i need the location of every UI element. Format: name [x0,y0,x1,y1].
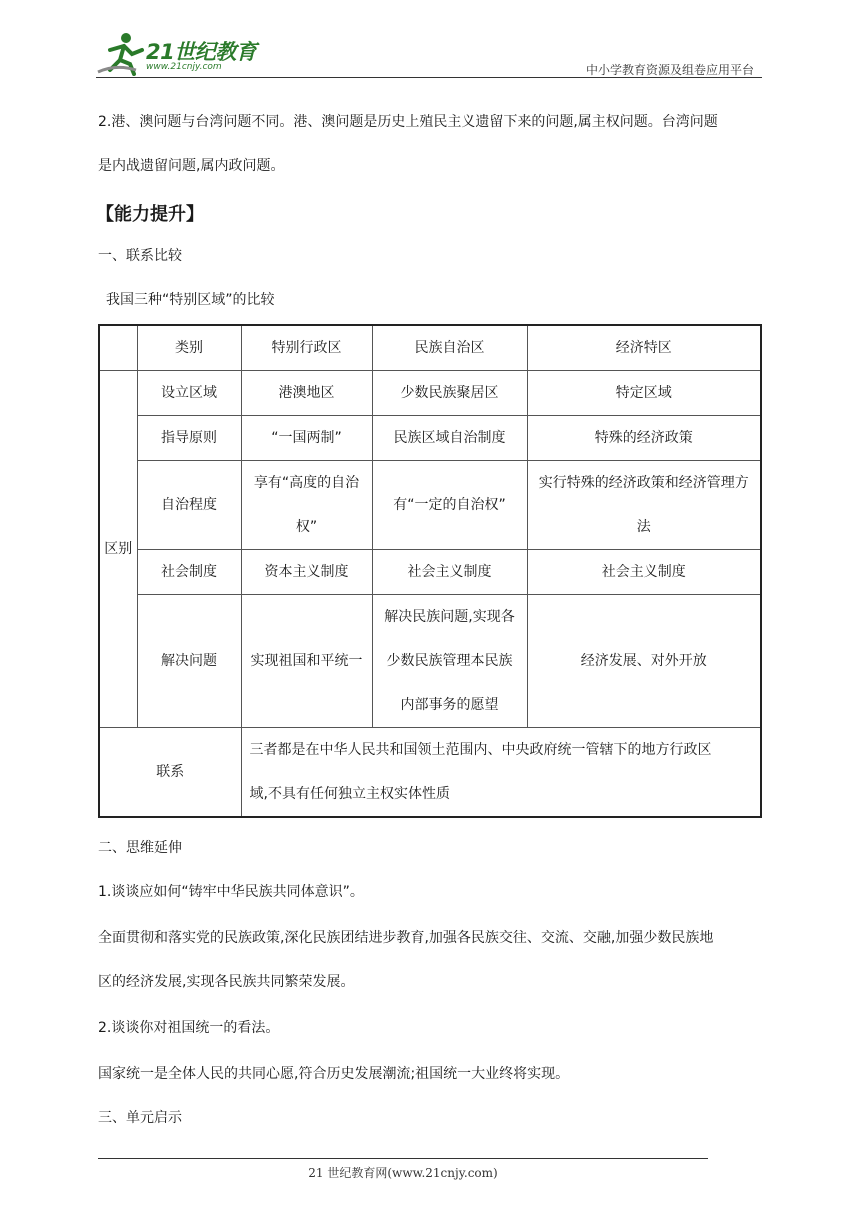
platform-title: 中小学教育资源及组卷应用平台 [585,63,754,77]
table-corner-cell [99,325,137,371]
table-cell: 有“一定的自治权” [372,461,527,550]
table-cell: 民族区域自治制度 [372,416,527,461]
table-header-row [99,325,761,371]
cell-line: 解决民族问题,实现各 [384,609,515,625]
row-label: 社会制度 [137,550,241,595]
question-1: 1.谈谈应如何“铸牢中华民族共同体意识”。 [98,884,364,900]
table-cell: 特殊的经济政策 [527,416,761,461]
answer-2: 国家统一是全体人民的共同心愿,符合历史发展潮流;祖国统一大业终将实现。 [98,1066,570,1082]
table-row [99,595,761,728]
cell-line: 三者都是在中华人民共和国领土范围内、中央政府统一管辖下的地方行政区 [249,742,712,758]
row-label: 自治程度 [137,461,241,550]
intro-line-1: 2.港、澳问题与台湾问题不同。港、澳问题是历史上殖民主义遗留下来的问题,属主权问题。台湾问题 [98,114,718,130]
section3-heading: 三、单元启示 [98,1110,182,1126]
answer-1-line-1: 全面贯彻和落实党的民族政策,深化民族团结进步教育,加强各民族交往、交流、交融,加强少数民族地 [98,930,714,946]
site-logo [96,30,266,76]
cell-line: 域,不具有任何独立主权实体性质 [249,786,450,802]
row-label: 指导原则 [137,416,241,461]
row-label: 解决问题 [137,595,241,728]
table-cell: 港澳地区 [241,371,372,416]
link-label: 联系 [99,728,241,818]
answer-1-line-2: 区的经济发展,实现各民族共同繁荣发展。 [98,974,355,990]
logo-url: www.21cnjy.com [146,62,222,72]
ability-title: 【能力提升】 [96,204,204,225]
header-sez: 经济特区 [527,325,761,371]
table-cell: 资本主义制度 [241,550,372,595]
table-cell: 社会主义制度 [527,550,761,595]
table-cell: 少数民族聚居区 [372,371,527,416]
group-label-difference: 区别 [99,371,137,728]
intro-line-2: 是内战遗留问题,属内政问题。 [98,158,285,174]
question-2: 2.谈谈你对祖国统一的看法。 [98,1020,280,1036]
table-row [99,550,761,595]
section2-heading: 二、思维延伸 [98,840,182,856]
row-label: 设立区域 [137,371,241,416]
table-cell: “一国两制” [241,416,372,461]
section1-heading: 一、联系比较 [98,248,182,264]
table-row [99,371,761,416]
table-row-link [99,728,761,818]
table-cell: 实现祖国和平统一 [241,595,372,728]
cell-line: 法 [636,519,651,535]
table-cell [372,595,527,728]
header-divider [96,77,762,78]
link-text [241,728,761,818]
cell-line: 实行特殊的经济政策和经济管理方 [538,475,749,491]
cell-line: 内部事务的愿望 [400,697,499,713]
table-cell [527,461,761,550]
header-sar: 特别行政区 [241,325,372,371]
table-row [99,461,761,550]
table-row [99,416,761,461]
table-cell: 特定区域 [527,371,761,416]
logo-text: 21世纪教育 [146,40,257,64]
page-footer: 21 世纪教育网(www.21cnjy.com) [308,1166,498,1180]
table-cell: 社会主义制度 [372,550,527,595]
page-header [96,30,762,78]
comparison-table [98,324,762,818]
table-cell: 经济发展、对外开放 [527,595,761,728]
footer-divider [98,1158,708,1159]
header-autonomous: 民族自治区 [372,325,527,371]
cell-line: 少数民族管理本民族 [386,653,513,669]
header-category: 类别 [137,325,241,371]
cell-line: 享有“高度的自治 [253,475,360,491]
table-caption: 我国三种“特别区域”的比较 [106,292,275,308]
table-cell [241,461,372,550]
cell-line: 权” [295,519,318,535]
runner-logo-icon [96,30,148,76]
